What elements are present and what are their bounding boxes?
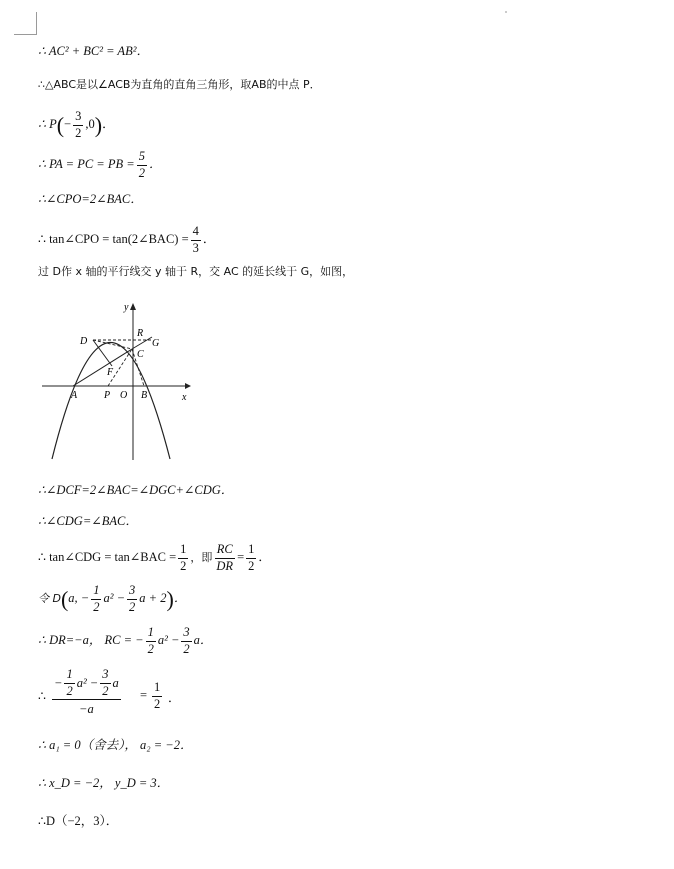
parabola-curve [52, 343, 170, 460]
equation-line-3: ∴ P(− $\frac{3}{2}$ ,0)． [38, 109, 115, 140]
equation-line-9: ∴∠CDG=∠BAC． [38, 514, 138, 528]
equation-line-5: ∴∠CPO=2∠BAC． [38, 192, 143, 206]
equation-line-13: ∴ − $\frac{1}{2}$ a² − $\frac{3}{2}$ a −a = $\frac{1}{2}$ ． [38, 667, 181, 716]
label-C: C [137, 349, 144, 360]
equation-line-12: ∴ DR=−a， RC = − $\frac{1}{2}$ a² − $\frac{3}{2}$ a． [38, 625, 213, 656]
equation-line-16: ∴D（−2，3）． [38, 814, 119, 828]
equation-line-11: 令 D(a, − $\frac{1}{2}$ a² − $\frac{3}{2}$ a + 2)． [38, 583, 187, 614]
label-A: A [71, 390, 78, 401]
label-D: D [80, 336, 88, 347]
equation-line-10: ∴ tan∠CDG = tan∠BAC = $\frac{1}{2}$ ，即 $\frac{RC}{DR}$ = $\frac{1}{2}$ ． [38, 542, 271, 573]
equation-line-8: ∴∠DCF=2∠BAC=∠DGC+∠CDG． [38, 483, 234, 497]
equation-line-15: ∴ x_D = −2， y_D = 3． [38, 776, 170, 790]
page-corner-mark [14, 34, 37, 35]
y-axis-arrow [130, 303, 136, 310]
label-y: y [124, 302, 129, 313]
text-line-2: ∴△ABC是以∠ACB为直角的直角三角形，取AB的中点 P． [38, 78, 321, 91]
label-x: x [182, 392, 187, 403]
label-O: O [120, 390, 128, 401]
label-R: R [137, 328, 144, 339]
page-corner-mark [36, 12, 37, 34]
label-P: P [104, 390, 111, 401]
label-G: G [152, 338, 160, 349]
x-axis-arrow [185, 383, 191, 389]
text-line-7: 过 D作 x 轴的平行线交 y 轴于 R，交 AC 的延长线于 G，如图， [38, 265, 354, 278]
equation-line-14: ∴ a₁ = 0（舍去）， a₂ = −2． [38, 738, 193, 752]
label-B: B [141, 390, 148, 401]
segment-AC [73, 349, 132, 386]
equation-line-1: ∴ AC² + BC² = AB²． [38, 44, 149, 58]
equation-line-4: ∴ PA = PC = PB = $\frac{5}{2}$ ． [38, 149, 162, 180]
equation-line-6: ∴ tan∠CPO = tan(2∠BAC) = $\frac{4}{3}$ ． [38, 224, 216, 255]
parabola-figure [40, 296, 200, 466]
label-F: F [107, 367, 114, 378]
page-speck [505, 11, 507, 13]
